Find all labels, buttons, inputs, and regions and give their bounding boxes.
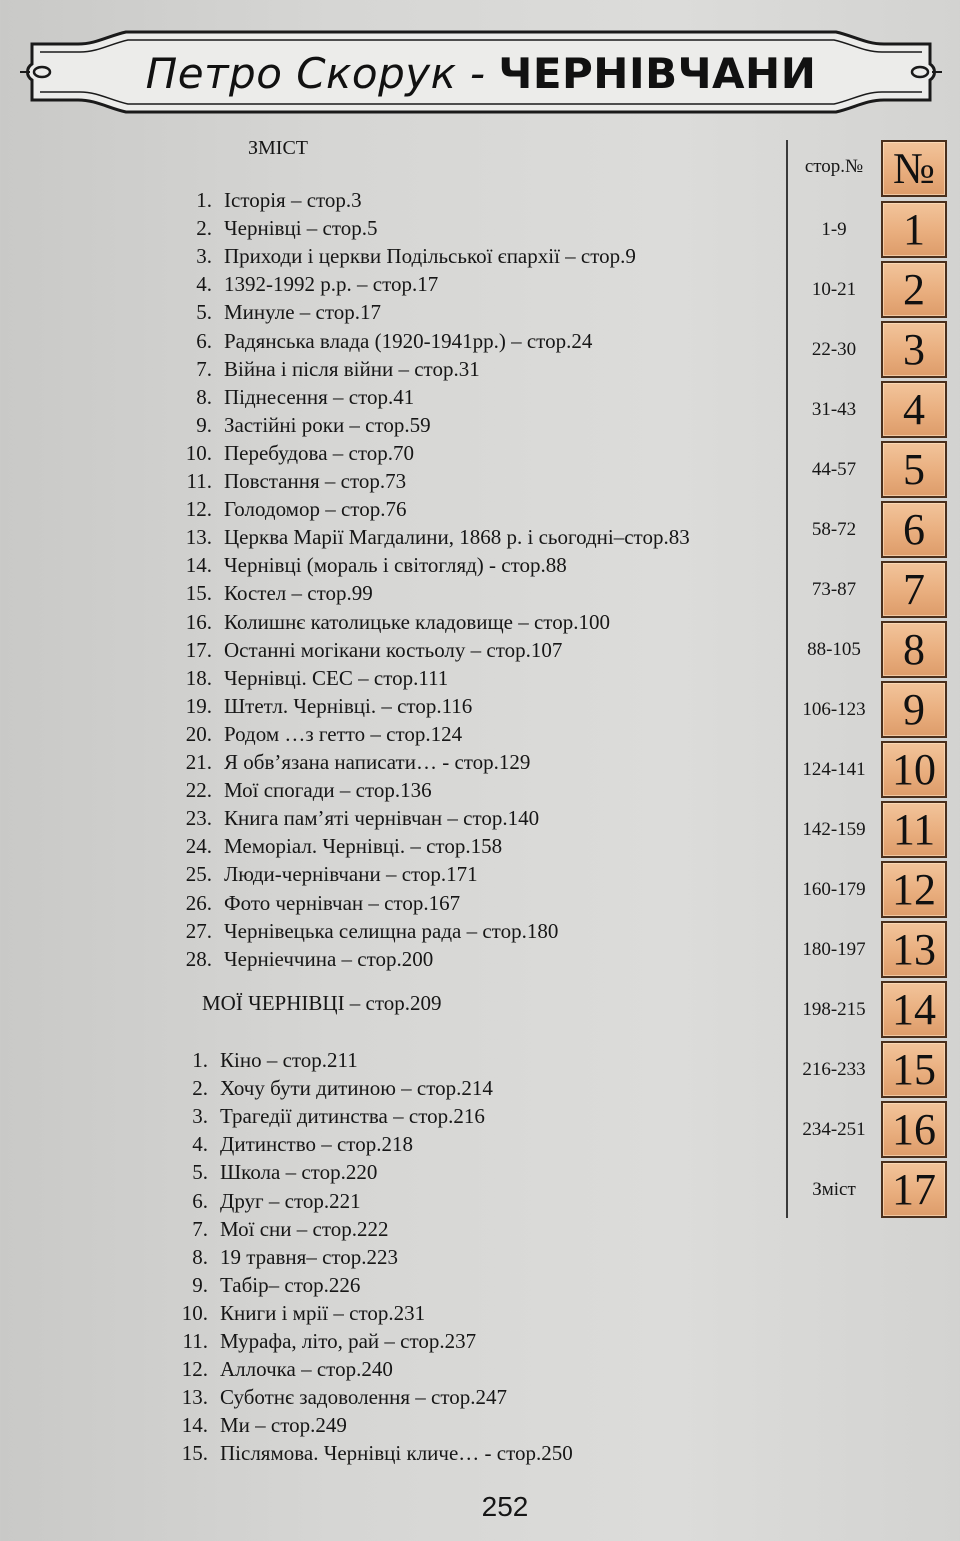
toc-item-number: 28. xyxy=(185,946,212,971)
toc-item-text: Аллочка – стор.240 xyxy=(220,1357,393,1382)
toc-item-number: 15. xyxy=(181,1441,208,1466)
toc-item[interactable] xyxy=(178,356,480,382)
tab-page-range: 10-21 xyxy=(811,279,857,300)
toc-item-number: 14. xyxy=(181,1413,208,1438)
toc-item[interactable] xyxy=(178,468,406,494)
toc-item[interactable] xyxy=(178,524,690,550)
tab-page-range: 198-215 xyxy=(802,999,866,1020)
toc-item[interactable] xyxy=(178,271,438,297)
toc-item-text: Історія – стор.3 xyxy=(224,188,362,212)
toc-item-text: Радянська влада (1920-1941рр.) – стор.24 xyxy=(224,328,593,353)
banner-title xyxy=(18,49,944,99)
section-tab-4[interactable]: 4 xyxy=(881,381,947,438)
section-tab-10[interactable]: 10 xyxy=(881,741,947,798)
toc-item-number: 23. xyxy=(185,806,212,831)
toc-item-number: 24. xyxy=(185,834,212,859)
column-divider xyxy=(786,140,788,1218)
toc-item[interactable] xyxy=(178,412,431,438)
toc-item[interactable] xyxy=(174,1131,413,1157)
toc-item-text: Меморіал. Чернівці. – стор.158 xyxy=(224,834,503,859)
toc-item[interactable] xyxy=(178,890,460,916)
toc-item[interactable] xyxy=(174,1103,485,1129)
toc-item[interactable] xyxy=(174,1075,493,1101)
toc-item-text: Ми – стор.249 xyxy=(220,1413,347,1438)
toc-item-text: Мої сни – стор.222 xyxy=(220,1216,389,1241)
tab-page-range: 106-123 xyxy=(802,699,866,720)
toc-item[interactable] xyxy=(174,1159,377,1185)
toc-item[interactable] xyxy=(174,1412,347,1438)
toc-item-number: 2. xyxy=(196,216,212,241)
toc-item-number: 4. xyxy=(192,1132,208,1157)
toc-item-text: Мурафа, літо, рай – стор.237 xyxy=(220,1329,477,1353)
toc-item[interactable] xyxy=(178,861,478,887)
toc-item-number: 10. xyxy=(181,1300,208,1325)
my-section-heading: МОЇ ЧЕРНІВЦІ – стор.209 xyxy=(202,991,442,1015)
toc-item-text: Приходи і церкви Подільської єпархії – стор.9 xyxy=(224,244,636,269)
page-number: 252 xyxy=(481,1491,529,1522)
toc-item-text: Друг – стор.221 xyxy=(220,1188,361,1213)
tab-page-range: 1-9 xyxy=(821,219,847,240)
toc-item[interactable] xyxy=(174,1384,507,1410)
toc-item-number: 11. xyxy=(186,469,212,493)
toc-item[interactable] xyxy=(178,580,373,606)
section-tab-17[interactable]: 17 xyxy=(881,1161,947,1218)
tab-header-label: стор.№ xyxy=(804,156,864,177)
toc-item[interactable] xyxy=(178,609,610,635)
toc-item-number: 5. xyxy=(192,1160,208,1185)
toc-item[interactable] xyxy=(178,384,414,410)
toc-item[interactable] xyxy=(178,215,378,241)
toc-item-text: Піднесення – стор.41 xyxy=(224,384,415,409)
toc-item[interactable] xyxy=(174,1440,573,1466)
tab-page-range: 58-72 xyxy=(811,519,857,540)
toc-item[interactable] xyxy=(178,496,406,522)
tab-page-range: 124-141 xyxy=(802,759,866,780)
toc-item[interactable] xyxy=(178,243,636,269)
toc-item-number: 17. xyxy=(185,637,212,662)
toc-item-number: 5. xyxy=(196,300,212,325)
toc-item[interactable] xyxy=(174,1188,361,1214)
toc-item[interactable] xyxy=(174,1244,398,1270)
section-tab-6[interactable]: 6 xyxy=(881,501,947,558)
toc-item-text: Трагедії дитинства – стор.216 xyxy=(220,1104,485,1129)
toc-item-number: 1. xyxy=(192,1048,208,1072)
toc-item-text: Костел – стор.99 xyxy=(224,581,373,606)
toc-item[interactable] xyxy=(174,1300,425,1326)
section-tab-8[interactable]: 8 xyxy=(881,621,947,678)
tab-page-range: 160-179 xyxy=(802,879,866,900)
section-tab-12[interactable]: 12 xyxy=(881,861,947,918)
toc-item-number: 19. xyxy=(185,693,212,718)
toc-item[interactable] xyxy=(178,299,381,325)
section-tab-7[interactable]: 7 xyxy=(881,561,947,618)
toc-item-number: 7. xyxy=(192,1216,208,1241)
toc-item-number: 14. xyxy=(185,553,212,578)
toc-item[interactable] xyxy=(178,693,472,719)
toc-item-text: Перебудова – стор.70 xyxy=(224,440,414,465)
toc-item-text: Чернівці (мораль і світогляд) - стор.88 xyxy=(224,553,567,578)
toc-heading: ЗМІСТ xyxy=(248,137,309,159)
section-tab-1[interactable]: 1 xyxy=(881,201,947,258)
section-tab-14[interactable]: 14 xyxy=(881,981,947,1038)
tab-page-range: 88-105 xyxy=(807,639,861,660)
toc-item-text: Дитинство – стор.218 xyxy=(220,1132,413,1157)
toc-item-text: Чернівці. СЕС – стор.111 xyxy=(224,665,449,690)
toc-item-text: Фото чернівчан – стор.167 xyxy=(224,890,461,915)
toc-item[interactable] xyxy=(174,1328,476,1354)
toc-item-number: 20. xyxy=(185,721,212,746)
toc-item-text: Черніеччина – стор.200 xyxy=(224,946,434,971)
toc-item-number: 7. xyxy=(196,356,212,381)
toc-item-number: 13. xyxy=(185,525,212,550)
toc-item-text: Колишнє католицьке кладовище – стор.100 xyxy=(224,609,610,634)
tab-page-range: 73-87 xyxy=(811,579,857,600)
toc-item-text: Голодомор – стор.76 xyxy=(224,497,407,522)
toc-item-text: Повстання – стор.73 xyxy=(224,469,407,493)
toc-item[interactable] xyxy=(178,328,592,354)
toc-item-number: 6. xyxy=(192,1188,208,1213)
tab-page-range: 180-197 xyxy=(802,939,866,960)
toc-item-number: 18. xyxy=(185,665,212,690)
tab-page-range: 234-251 xyxy=(802,1119,866,1140)
toc-item[interactable] xyxy=(174,1356,393,1382)
toc-item[interactable] xyxy=(178,749,530,775)
toc-item-number: 9. xyxy=(196,412,212,437)
toc-item[interactable] xyxy=(178,918,558,944)
toc-item-number: 4. xyxy=(196,272,212,297)
section-tab-11[interactable]: 11 xyxy=(881,801,947,858)
toc-item-text: Книги і мрії – стор.231 xyxy=(220,1300,426,1325)
toc-item-number: 6. xyxy=(196,328,212,353)
toc-item-text: 19 травня– стор.223 xyxy=(220,1244,399,1269)
toc-item[interactable] xyxy=(178,187,362,213)
section-tab-16[interactable]: 16 xyxy=(881,1101,947,1158)
section-tab-15[interactable]: 15 xyxy=(881,1041,947,1098)
toc-item-text: Книга пам’яті чернівчан – стор.140 xyxy=(224,806,540,831)
title-banner xyxy=(18,22,944,122)
toc-item[interactable] xyxy=(174,1216,389,1242)
toc-item-text: Церква Марії Магдалини, 1868 р. і сьогодні–стор.83 xyxy=(224,525,690,550)
toc-item-text: Війна і після війни – стор.31 xyxy=(224,356,480,381)
toc-item[interactable] xyxy=(178,833,502,859)
toc-item-number: 9. xyxy=(192,1272,208,1297)
toc-item-number: 27. xyxy=(185,918,212,943)
tab-page-range: 31-43 xyxy=(811,399,857,420)
toc-item-text: Післямова. Чернівці кличе… - стор.250 xyxy=(220,1441,573,1466)
toc-item-text: Штетл. Чернівці. – стор.116 xyxy=(224,693,473,718)
toc-item[interactable] xyxy=(178,665,448,691)
toc-item-text: Люди-чернівчани – стор.171 xyxy=(224,862,478,887)
section-tab-9[interactable]: 9 xyxy=(881,681,947,738)
toc-item[interactable] xyxy=(174,1047,358,1073)
section-tab-13[interactable]: 13 xyxy=(881,921,947,978)
toc-item-number: 10. xyxy=(185,440,212,465)
tab-page-range: 44-57 xyxy=(811,459,857,480)
toc-item[interactable] xyxy=(178,946,433,972)
toc-item-number: 8. xyxy=(192,1244,208,1269)
toc-item[interactable] xyxy=(178,552,567,578)
toc-item-text: Я обв’язана написати… - стор.129 xyxy=(224,750,531,774)
title-separator: - xyxy=(469,49,486,98)
toc-item-number: 12. xyxy=(181,1357,208,1382)
toc-item-number: 21. xyxy=(185,750,212,774)
toc-item-text: 1392-1992 р.р. – стор.17 xyxy=(224,272,439,297)
toc-item-number: 3. xyxy=(196,244,212,269)
toc-item[interactable] xyxy=(178,805,539,831)
toc-item-number: 15. xyxy=(185,581,212,606)
toc-item-number: 13. xyxy=(181,1385,208,1410)
toc-item-number: 16. xyxy=(185,609,212,634)
tab-page-range: 142-159 xyxy=(802,819,866,840)
tab-page-range: Зміст xyxy=(812,1179,856,1200)
toc-item[interactable] xyxy=(178,721,462,747)
toc-item-number: 1. xyxy=(196,188,212,212)
toc-item-number: 2. xyxy=(192,1076,208,1101)
tab-page-range: 216-233 xyxy=(802,1059,866,1080)
toc-item-text: Чернівецька селищна рада – стор.180 xyxy=(224,918,559,943)
toc-item[interactable] xyxy=(178,440,414,466)
toc-item-text: Минуле – стор.17 xyxy=(224,300,381,325)
author-name: Петро Скорук xyxy=(145,49,457,98)
toc-item-text: Останні могікани костьолу – стор.107 xyxy=(224,637,563,662)
toc-item[interactable] xyxy=(174,1272,360,1298)
section-tab-3[interactable]: 3 xyxy=(881,321,947,378)
toc-item-number: 12. xyxy=(185,497,212,522)
section-tab-2[interactable]: 2 xyxy=(881,261,947,318)
book-title: ЧЕРНІВЧАНИ xyxy=(498,49,817,98)
toc-item-number: 26. xyxy=(185,890,212,915)
toc-item-text: Мої спогади – стор.136 xyxy=(224,778,432,803)
toc-item-number: 11. xyxy=(182,1329,208,1353)
toc-item[interactable] xyxy=(178,637,562,663)
toc-item-number: 22. xyxy=(185,778,212,803)
toc-item-text: Суботнє задоволення – стор.247 xyxy=(220,1385,507,1410)
toc-item-number: 25. xyxy=(185,862,212,887)
toc-item-text: Кіно – стор.211 xyxy=(220,1048,358,1072)
section-tab-5[interactable]: 5 xyxy=(881,441,947,498)
toc-item-text: Табір– стор.226 xyxy=(220,1272,361,1297)
toc-item-number: 8. xyxy=(196,384,212,409)
toc-item-number: 3. xyxy=(192,1104,208,1129)
toc-item-text: Школа – стор.220 xyxy=(220,1160,378,1185)
toc-item-text: Чернівці – стор.5 xyxy=(224,216,378,241)
toc-item-text: Хочу бути дитиною – стор.214 xyxy=(220,1076,493,1101)
toc-item-text: Застійні роки – стор.59 xyxy=(224,412,431,437)
tab-page-range: 22-30 xyxy=(811,339,857,360)
toc-item-text: Родом …з гетто – стор.124 xyxy=(224,721,463,746)
toc-item[interactable] xyxy=(178,777,432,803)
tab-header-symbol[interactable]: № xyxy=(881,140,947,197)
